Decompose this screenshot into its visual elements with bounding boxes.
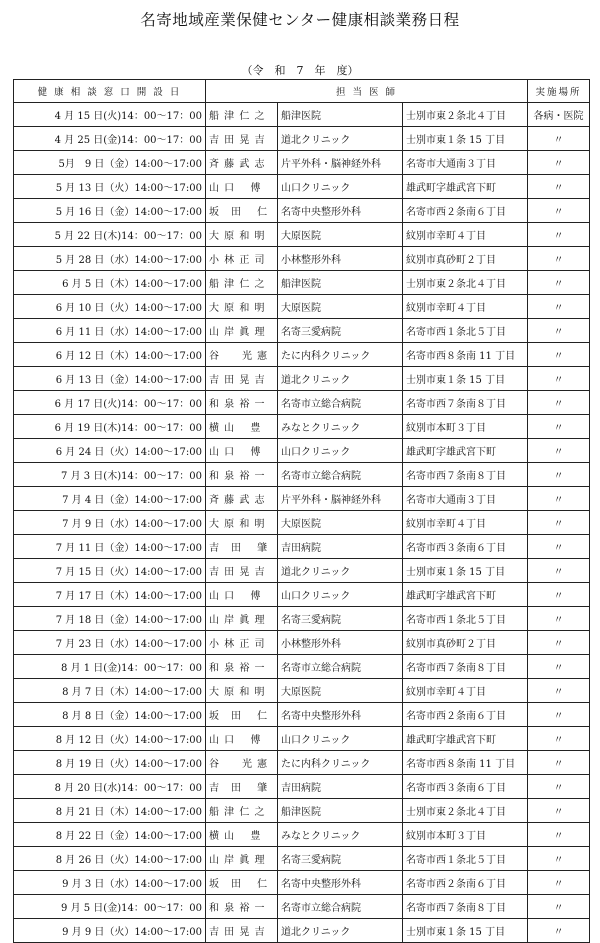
clinic-address: 名寄市西２条南６丁目 xyxy=(403,199,528,223)
table-header-row xyxy=(14,80,590,103)
clinic-name: 名寄市立総合病院 xyxy=(278,463,403,487)
venue: 〃 xyxy=(528,751,590,775)
venue: 〃 xyxy=(528,247,590,271)
clinic-address: 紋別市幸町４丁目 xyxy=(403,295,528,319)
doctor-name: 吉 田 晃 吉 xyxy=(206,919,278,943)
consultation-date: 7 月 18 日（金）14:00～17:00 xyxy=(14,607,206,631)
venue: 各病・医院 xyxy=(528,103,590,127)
consultation-date: 7 月 23 日（水）14:00～17:00 xyxy=(14,631,206,655)
table-row xyxy=(14,679,590,703)
table-row xyxy=(14,919,590,943)
venue: 〃 xyxy=(528,319,590,343)
consultation-date: 8 月 12 日（火）14:00～17:00 xyxy=(14,727,206,751)
consultation-date: 8 月 22 日（金）14:00～17:00 xyxy=(14,823,206,847)
consultation-date: 7 月 3 日(木)14：00～17：00 xyxy=(14,463,206,487)
table-row xyxy=(14,223,590,247)
clinic-name: 山口クリニック xyxy=(278,439,403,463)
venue: 〃 xyxy=(528,847,590,871)
doctor-name: 大 原 和 明 xyxy=(206,679,278,703)
table-row xyxy=(14,319,590,343)
table-row xyxy=(14,559,590,583)
table-row xyxy=(14,703,590,727)
doctor-name: 吉 田 晃 吉 xyxy=(206,367,278,391)
venue: 〃 xyxy=(528,223,590,247)
doctor-name: 斉 藤 武 志 xyxy=(206,151,278,175)
clinic-address: 士別市東１条 15 丁目 xyxy=(403,919,528,943)
clinic-name: 名寄市立総合病院 xyxy=(278,895,403,919)
clinic-address: 紋別市本町３丁目 xyxy=(403,823,528,847)
table-row xyxy=(14,247,590,271)
venue: 〃 xyxy=(528,415,590,439)
table-row xyxy=(14,151,590,175)
clinic-name: 山口クリニック xyxy=(278,583,403,607)
consultation-date: 6 月 13 日（金）14:00～17:00 xyxy=(14,367,206,391)
venue: 〃 xyxy=(528,631,590,655)
doctor-name: 山 口 傅 xyxy=(206,727,278,751)
table-row xyxy=(14,487,590,511)
clinic-address: 名寄市西７条南８丁目 xyxy=(403,391,528,415)
venue: 〃 xyxy=(528,151,590,175)
clinic-name: 船津医院 xyxy=(278,103,403,127)
consultation-date: 9 月 3 日（水）14:00～17:00 xyxy=(14,871,206,895)
clinic-name: たに内科クリニック xyxy=(278,343,403,367)
clinic-name: 大原医院 xyxy=(278,223,403,247)
clinic-name: 名寄中央整形外科 xyxy=(278,199,403,223)
doctor-name: 船 津 仁 之 xyxy=(206,799,278,823)
clinic-address: 紋別市真砂町２丁目 xyxy=(403,631,528,655)
doctor-name: 山 岸 眞 理 xyxy=(206,319,278,343)
consultation-date: 9 月 9 日（火）14:00～17:00 xyxy=(14,919,206,943)
doctor-name: 山 口 傅 xyxy=(206,439,278,463)
header-date: 健 康 相 談 窓 口 開 設 日 xyxy=(14,80,206,103)
clinic-address: 名寄市西１条北５丁目 xyxy=(403,607,528,631)
table-row xyxy=(14,175,590,199)
clinic-name: 吉田病院 xyxy=(278,775,403,799)
doctor-name: 大 原 和 明 xyxy=(206,511,278,535)
clinic-name: みなとクリニック xyxy=(278,823,403,847)
doctor-name: 和 泉 裕 一 xyxy=(206,655,278,679)
clinic-name: 大原医院 xyxy=(278,511,403,535)
clinic-name: 道北クリニック xyxy=(278,127,403,151)
doctor-name: 坂 田 仁 xyxy=(206,199,278,223)
table-row xyxy=(14,415,590,439)
clinic-address: 名寄市西２条南６丁目 xyxy=(403,703,528,727)
clinic-address: 名寄市大通南３丁目 xyxy=(403,487,528,511)
clinic-address: 士別市東２条北４丁目 xyxy=(403,271,528,295)
consultation-date: 6 月 17 日(火)14：00～17：00 xyxy=(14,391,206,415)
clinic-name: 名寄三愛病院 xyxy=(278,847,403,871)
consultation-date: 4 月 15 日(火)14：00～17：00 xyxy=(14,103,206,127)
doctor-name: 船 津 仁 之 xyxy=(206,271,278,295)
doctor-name: 大 原 和 明 xyxy=(206,223,278,247)
table-row xyxy=(14,511,590,535)
clinic-address: 士別市東２条北４丁目 xyxy=(403,103,528,127)
consultation-date: 6 月 24 日（火）14:00～17:00 xyxy=(14,439,206,463)
venue: 〃 xyxy=(528,511,590,535)
clinic-name: 片平外科・脳神経外科 xyxy=(278,151,403,175)
clinic-address: 士別市東１条 15 丁目 xyxy=(403,127,528,151)
clinic-name: 大原医院 xyxy=(278,295,403,319)
clinic-name: 小林整形外科 xyxy=(278,247,403,271)
doctor-name: 谷 光 憲 xyxy=(206,343,278,367)
clinic-address: 紋別市幸町４丁目 xyxy=(403,679,528,703)
consultation-date: 5 月 16 日（金）14:00～17:00 xyxy=(14,199,206,223)
clinic-name: 船津医院 xyxy=(278,271,403,295)
doctor-name: 横 山 豊 xyxy=(206,823,278,847)
doctor-name: 山 口 傅 xyxy=(206,175,278,199)
doctor-name: 吉 田 晃 吉 xyxy=(206,559,278,583)
doctor-name: 横 山 豊 xyxy=(206,415,278,439)
clinic-name: 名寄三愛病院 xyxy=(278,607,403,631)
venue: 〃 xyxy=(528,391,590,415)
consultation-date: 8 月 19 日（火）14:00～17:00 xyxy=(14,751,206,775)
consultation-date: 5 月 22 日(木)14：00～17：00 xyxy=(14,223,206,247)
consultation-date: 6 月 11 日（水）14:00～17:00 xyxy=(14,319,206,343)
table-row xyxy=(14,799,590,823)
clinic-name: 片平外科・脳神経外科 xyxy=(278,487,403,511)
consultation-date: 7 月 4 日（金）14:00～17:00 xyxy=(14,487,206,511)
doctor-name: 谷 光 憲 xyxy=(206,751,278,775)
table-row xyxy=(14,895,590,919)
clinic-name: みなとクリニック xyxy=(278,415,403,439)
clinic-address: 名寄市西３条南６丁目 xyxy=(403,775,528,799)
doctor-name: 小 林 正 司 xyxy=(206,247,278,271)
venue: 〃 xyxy=(528,583,590,607)
doctor-name: 山 岸 眞 理 xyxy=(206,607,278,631)
clinic-address: 名寄市西７条南８丁目 xyxy=(403,463,528,487)
venue: 〃 xyxy=(528,367,590,391)
clinic-address: 雄武町字雄武宮下町 xyxy=(403,439,528,463)
table-row xyxy=(14,391,590,415)
table-row xyxy=(14,271,590,295)
consultation-date: 9 月 5 日(金)14：00～17：00 xyxy=(14,895,206,919)
clinic-name: 山口クリニック xyxy=(278,727,403,751)
clinic-address: 名寄市西７条南８丁目 xyxy=(403,895,528,919)
clinic-name: 山口クリニック xyxy=(278,175,403,199)
table-row xyxy=(14,127,590,151)
clinic-name: 名寄三愛病院 xyxy=(278,319,403,343)
header-place: 実施場所 xyxy=(528,80,590,103)
clinic-address: 名寄市西８条南 11 丁目 xyxy=(403,343,528,367)
consultation-date: 5月 9 日（金）14:00～17:00 xyxy=(14,151,206,175)
table-row xyxy=(14,871,590,895)
clinic-name: 名寄中央整形外科 xyxy=(278,871,403,895)
consultation-date: 7 月 15 日（火）14:00～17:00 xyxy=(14,559,206,583)
consultation-date: 8 月 20 日(水)14：00～17：00 xyxy=(14,775,206,799)
clinic-address: 紋別市真砂町２丁目 xyxy=(403,247,528,271)
doctor-name: 小 林 正 司 xyxy=(206,631,278,655)
table-row xyxy=(14,751,590,775)
consultation-date: 8 月 8 日（金）14:00～17:00 xyxy=(14,703,206,727)
venue: 〃 xyxy=(528,655,590,679)
table-row xyxy=(14,727,590,751)
venue: 〃 xyxy=(528,295,590,319)
clinic-name: 道北クリニック xyxy=(278,559,403,583)
clinic-name: 船津医院 xyxy=(278,799,403,823)
venue: 〃 xyxy=(528,775,590,799)
consultation-date: 4 月 25 日(金)14：00～17：00 xyxy=(14,127,206,151)
venue: 〃 xyxy=(528,727,590,751)
doctor-name: 斉 藤 武 志 xyxy=(206,487,278,511)
schedule-table xyxy=(13,79,590,943)
doctor-name: 吉 田 晃 吉 xyxy=(206,127,278,151)
doctor-name: 吉 田 肇 xyxy=(206,535,278,559)
venue: 〃 xyxy=(528,127,590,151)
table-row xyxy=(14,823,590,847)
consultation-date: 6 月 12 日（木）14:00～17:00 xyxy=(14,343,206,367)
doctor-name: 大 原 和 明 xyxy=(206,295,278,319)
venue: 〃 xyxy=(528,343,590,367)
table-row xyxy=(14,103,590,127)
clinic-address: 名寄市西２条南６丁目 xyxy=(403,871,528,895)
clinic-address: 紋別市幸町４丁目 xyxy=(403,511,528,535)
clinic-name: 名寄市立総合病院 xyxy=(278,391,403,415)
doctor-name: 和 泉 裕 一 xyxy=(206,463,278,487)
clinic-name: 大原医院 xyxy=(278,679,403,703)
consultation-date: 8 月 21 日（木）14:00～17:00 xyxy=(14,799,206,823)
clinic-address: 士別市東１条 15 丁目 xyxy=(403,559,528,583)
venue: 〃 xyxy=(528,271,590,295)
clinic-address: 紋別市幸町４丁目 xyxy=(403,223,528,247)
clinic-address: 士別市東１条 15 丁目 xyxy=(403,367,528,391)
doctor-name: 山 口 傅 xyxy=(206,583,278,607)
consultation-date: 6 月 19 日(木)14：00～17：00 xyxy=(14,415,206,439)
table-row xyxy=(14,655,590,679)
clinic-address: 雄武町字雄武宮下町 xyxy=(403,727,528,751)
table-row xyxy=(14,463,590,487)
venue: 〃 xyxy=(528,895,590,919)
doctor-name: 和 泉 裕 一 xyxy=(206,895,278,919)
clinic-address: 名寄市西１条北５丁目 xyxy=(403,319,528,343)
venue: 〃 xyxy=(528,487,590,511)
venue: 〃 xyxy=(528,703,590,727)
table-row xyxy=(14,607,590,631)
consultation-date: 7 月 9 日（水）14:00～17:00 xyxy=(14,511,206,535)
venue: 〃 xyxy=(528,199,590,223)
venue: 〃 xyxy=(528,823,590,847)
clinic-name: 吉田病院 xyxy=(278,535,403,559)
consultation-date: 6 月 10 日（火）14:00～17:00 xyxy=(14,295,206,319)
clinic-address: 雄武町字雄武宮下町 xyxy=(403,583,528,607)
table-row xyxy=(14,535,590,559)
venue: 〃 xyxy=(528,535,590,559)
table-row xyxy=(14,295,590,319)
consultation-date: 5 月 28 日（水）14:00～17:00 xyxy=(14,247,206,271)
venue: 〃 xyxy=(528,679,590,703)
consultation-date: 5 月 13 日（火）14:00～17:00 xyxy=(14,175,206,199)
venue: 〃 xyxy=(528,439,590,463)
venue: 〃 xyxy=(528,463,590,487)
doctor-name: 船 津 仁 之 xyxy=(206,103,278,127)
doctor-name: 坂 田 仁 xyxy=(206,871,278,895)
clinic-name: たに内科クリニック xyxy=(278,751,403,775)
clinic-address: 名寄市西３条南６丁目 xyxy=(403,535,528,559)
clinic-name: 名寄市立総合病院 xyxy=(278,655,403,679)
clinic-address: 名寄市大通南３丁目 xyxy=(403,151,528,175)
clinic-address: 雄武町字雄武宮下町 xyxy=(403,175,528,199)
consultation-date: 8 月 26 日（火）14:00～17:00 xyxy=(14,847,206,871)
venue: 〃 xyxy=(528,919,590,943)
clinic-address: 名寄市西７条南８丁目 xyxy=(403,655,528,679)
table-row xyxy=(14,847,590,871)
venue: 〃 xyxy=(528,871,590,895)
table-row xyxy=(14,343,590,367)
table-row xyxy=(14,439,590,463)
consultation-date: 7 月 11 日（金）14:00～17:00 xyxy=(14,535,206,559)
consultation-date: 8 月 7 日（木）14:00～17:00 xyxy=(14,679,206,703)
doctor-name: 坂 田 仁 xyxy=(206,703,278,727)
table-row xyxy=(14,631,590,655)
clinic-address: 紋別市本町３丁目 xyxy=(403,415,528,439)
venue: 〃 xyxy=(528,559,590,583)
table-row xyxy=(14,583,590,607)
consultation-date: 8 月 1 日(金)14：00～17：00 xyxy=(14,655,206,679)
doctor-name: 吉 田 肇 xyxy=(206,775,278,799)
table-row xyxy=(14,199,590,223)
clinic-name: 道北クリニック xyxy=(278,919,403,943)
table-row xyxy=(14,775,590,799)
clinic-address: 士別市東２条北４丁目 xyxy=(403,799,528,823)
page-title: 名寄地域産業保健センター健康相談業務日程 xyxy=(140,11,460,29)
venue: 〃 xyxy=(528,607,590,631)
doctor-name: 和 泉 裕 一 xyxy=(206,391,278,415)
clinic-name: 小林整形外科 xyxy=(278,631,403,655)
fiscal-year-subtitle: （令 和 7 年 度） xyxy=(241,64,359,77)
clinic-name: 名寄中央整形外科 xyxy=(278,703,403,727)
clinic-address: 名寄市西１条北５丁目 xyxy=(403,847,528,871)
venue: 〃 xyxy=(528,799,590,823)
consultation-date: 7 月 17 日（木）14:00～17:00 xyxy=(14,583,206,607)
clinic-name: 道北クリニック xyxy=(278,367,403,391)
header-doctor: 担 当 医 師 xyxy=(206,80,528,103)
consultation-date: 6 月 5 日（木）14:00～17:00 xyxy=(14,271,206,295)
doctor-name: 山 岸 眞 理 xyxy=(206,847,278,871)
table-row xyxy=(14,367,590,391)
clinic-address: 名寄市西８条南 11 丁目 xyxy=(403,751,528,775)
venue: 〃 xyxy=(528,175,590,199)
